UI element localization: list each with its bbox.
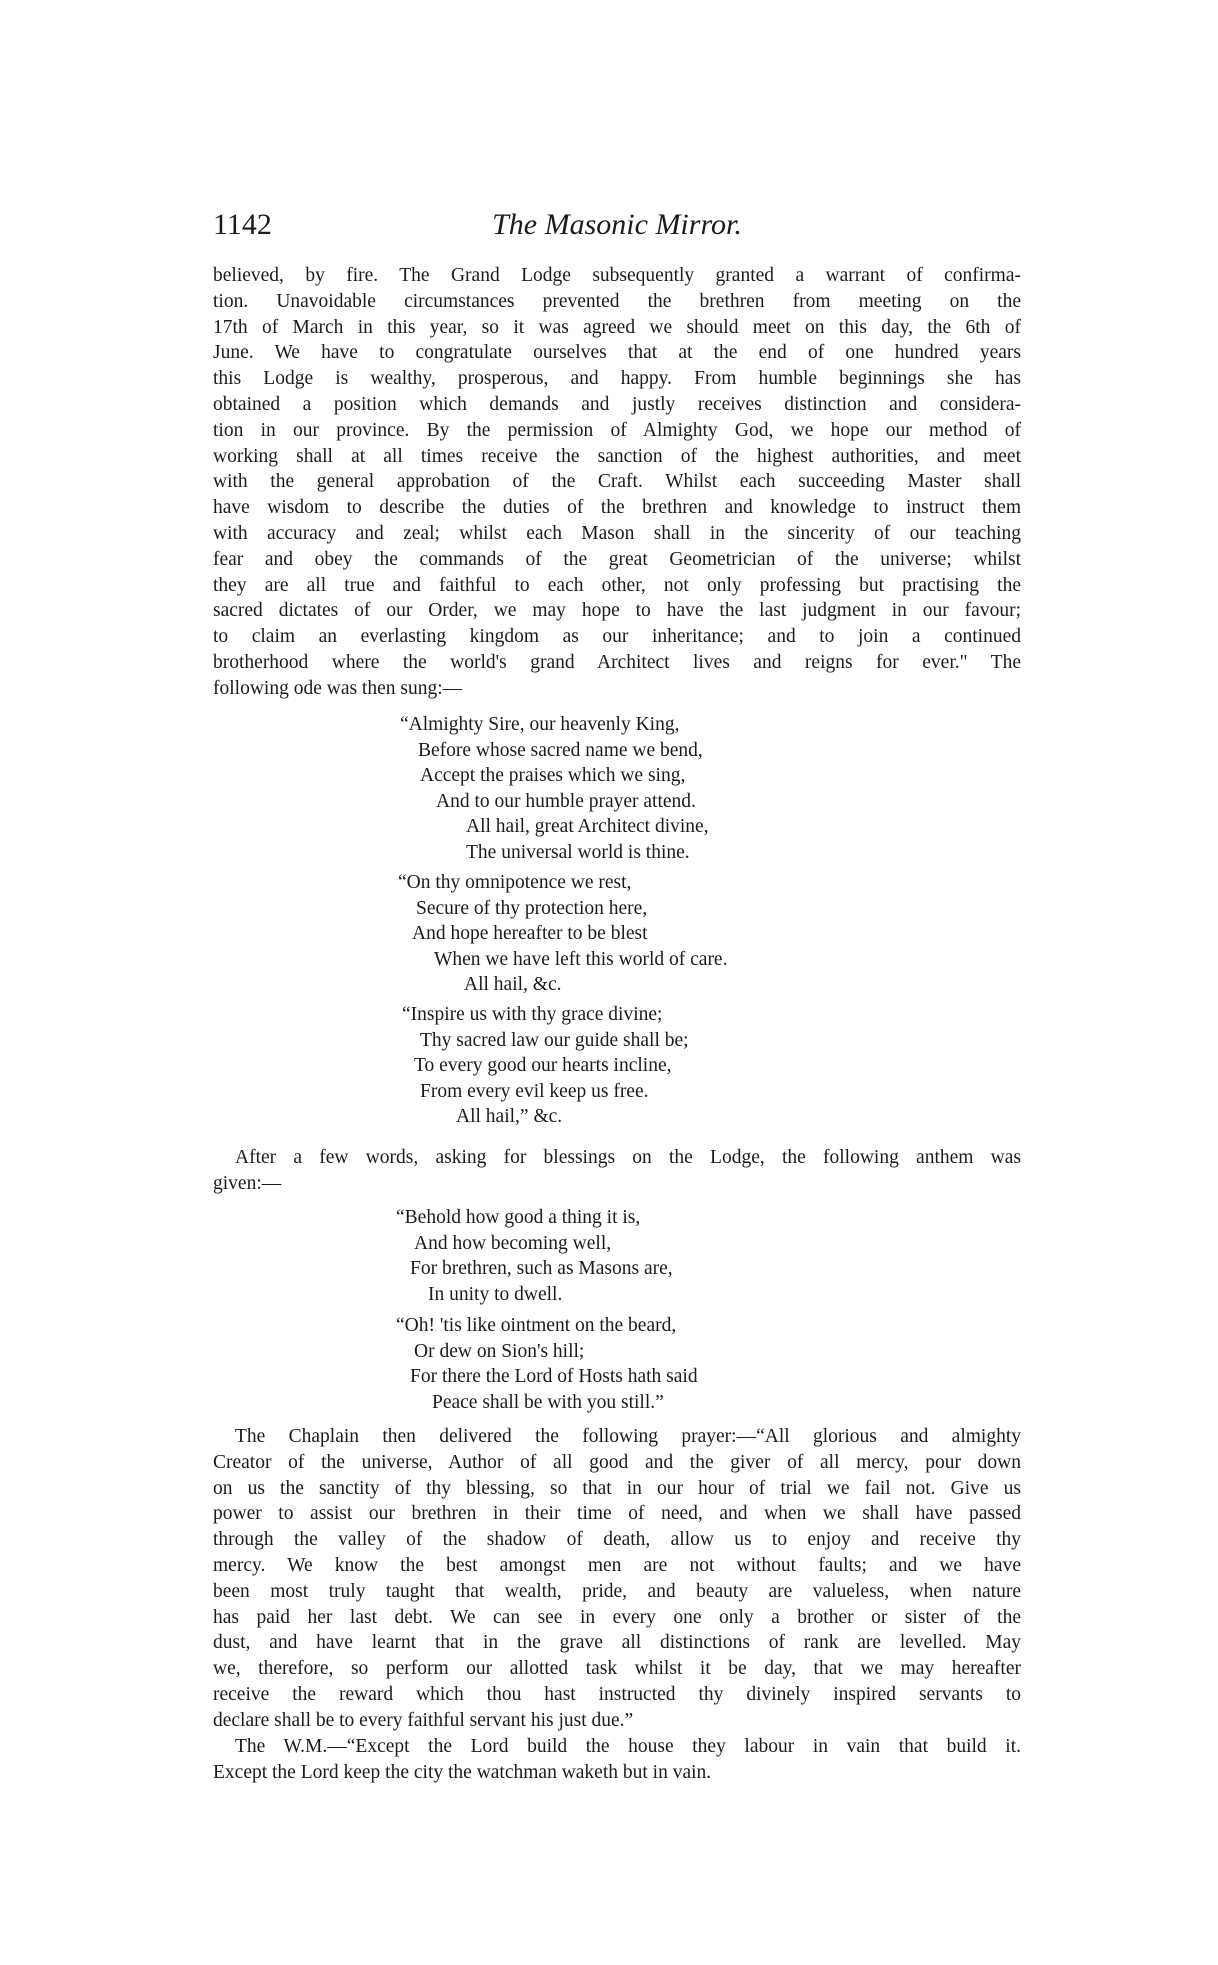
text-line: power to assist our brethren in their time of need, and when we shall have passed: [213, 1503, 1021, 1525]
text-line: Creator of the universe, Author of all good and the giver of all mercy, pour down: [213, 1451, 1021, 1473]
verse-line: The universal world is thine.: [466, 841, 690, 863]
text-line: following ode was then sung:—: [213, 677, 463, 699]
text-line: June. We have to congratulate ourselves that at the end of one hundred years: [213, 342, 1021, 364]
text-line: with the general approbation of the Craft. Whilst each succeeding Master shall: [213, 471, 1021, 493]
text-line: through the valley of the shadow of death, allow us to enjoy and receive thy: [213, 1529, 1021, 1551]
verse-line: Before whose sacred name we bend,: [418, 739, 703, 761]
text-line: has paid her last debt. We can see in every one only a brother or sister of the: [213, 1606, 1021, 1628]
verse-line: All hail,” &c.: [456, 1106, 563, 1127]
text-line: declare shall be to every faithful servant his just due.”: [213, 1709, 634, 1731]
text-line: been most truly taught that wealth, pride, and beauty are valueless, when nature: [213, 1580, 1021, 1602]
anthem-stanza-2: [396, 1313, 698, 1415]
verse-line: And to our humble prayer attend.: [436, 790, 696, 812]
verse-line: From every evil keep us free.: [420, 1080, 649, 1102]
text-line: with accuracy and zeal; whilst each Mason shall in the sincerity of our teaching: [213, 522, 1021, 544]
page-header: [213, 208, 1021, 248]
verse-line: “On thy omnipotence we rest,: [398, 872, 632, 893]
verse-line: For brethren, such as Masons are,: [410, 1258, 673, 1279]
text-line: given:—: [213, 1172, 282, 1194]
text-line: brotherhood where the world's grand Architect lives and reigns for ever." The: [213, 651, 1021, 673]
verse-line: “Almighty Sire, our heavenly King,: [400, 714, 680, 735]
verse-line: All hail, great Architect divine,: [466, 816, 709, 837]
verse-line: All hail, &c.: [464, 974, 562, 995]
text-line: The Chaplain then delivered the following prayer:—“All glorious and almighty: [235, 1426, 1021, 1447]
text-line: they are all true and faithful to each other, not only professing but practising the: [213, 574, 1021, 596]
text-line: this Lodge is wealthy, prosperous, and happy. From humble beginnings she has: [213, 368, 1021, 390]
text-line: 17th of March in this year, so it was agreed we should meet on this day, the 6th of: [213, 316, 1021, 338]
text-line: Except the Lord keep the city the watchman waketh but in vain.: [213, 1761, 712, 1783]
page-number: 1142: [213, 208, 272, 241]
verse-line: For there the Lord of Hosts hath said: [410, 1366, 698, 1387]
text-line: have wisdom to describe the duties of the brethren and knowledge to instruct them: [213, 497, 1021, 519]
text-line: dust, and have learnt that in the grave all distinctions of rank are levelled. May: [213, 1632, 1021, 1654]
verse-line: Accept the praises which we sing,: [420, 765, 686, 786]
text-line: on us the sanctity of thy blessing, so that in our hour of trial we fail not. Give us: [213, 1477, 1021, 1499]
verse-line: To every good our hearts incline,: [414, 1055, 672, 1076]
verse-line: “Behold how good a thing it is,: [396, 1207, 641, 1228]
text-line: we, therefore, so perform our allotted task whilst it be day, that we may hereafter: [213, 1658, 1021, 1680]
text-line: believed, by fire. The Grand Lodge subsequently granted a warrant of confirma-: [213, 265, 1021, 286]
paragraph-prayer: [213, 1424, 1021, 1734]
verse-line: “Inspire us with thy grace divine;: [402, 1004, 663, 1025]
running-title: The Masonic Mirror.: [492, 208, 742, 241]
paragraph-wm: [213, 1734, 1021, 1786]
verse-line: Or dew on Sion's hill;: [414, 1340, 585, 1362]
text-line: receive the reward which thou hast instructed thy divinely inspired servants to: [213, 1683, 1021, 1705]
text-line: tion in our province. By the permission of Almighty God, we hope our method of: [213, 419, 1021, 441]
paragraph-address: [213, 263, 1021, 702]
text-line: The W.M.—“Except the Lord build the house they labour in vain that build it.: [235, 1736, 1021, 1757]
text-line: working shall at all times receive the sanction of the highest authorities, and meet: [213, 445, 1021, 467]
verse-line: Peace shall be with you still.”: [432, 1391, 664, 1413]
verse-line: In unity to dwell.: [428, 1283, 563, 1305]
text-line: obtained a position which demands and justly receives distinction and considera-: [213, 393, 1021, 415]
ode-stanza-2: [398, 870, 727, 998]
ode-stanza-3: [402, 1002, 689, 1130]
verse-line: And how becoming well,: [414, 1232, 612, 1254]
verse-line: And hope hereafter to be blest: [412, 923, 648, 944]
verse-line: “Oh! 'tis like ointment on the beard,: [396, 1315, 677, 1336]
text-line: fear and obey the commands of the great Geometrician of the universe; whilst: [213, 548, 1021, 570]
anthem-stanza-1: [396, 1205, 673, 1307]
verse-line: Thy sacred law our guide shall be;: [420, 1029, 689, 1051]
text-line: After a few words, asking for blessings on the Lodge, the following anthem was: [235, 1147, 1021, 1168]
text-line: to claim an everlasting kingdom as our inheritance; and to join a continued: [213, 626, 1021, 648]
text-line: mercy. We know the best amongst men are not without faults; and we have: [213, 1554, 1021, 1576]
verse-line: Secure of thy protection here,: [416, 897, 648, 919]
text-line: tion. Unavoidable circumstances prevented the brethren from meeting on the: [213, 290, 1021, 312]
text-line: sacred dictates of our Order, we may hope to have the last judgment in our favour;: [213, 600, 1021, 622]
ode-stanza-1: [400, 712, 709, 865]
verse-line: When we have left this world of care.: [434, 948, 728, 970]
paragraph-anthem-intro: [213, 1145, 1021, 1197]
